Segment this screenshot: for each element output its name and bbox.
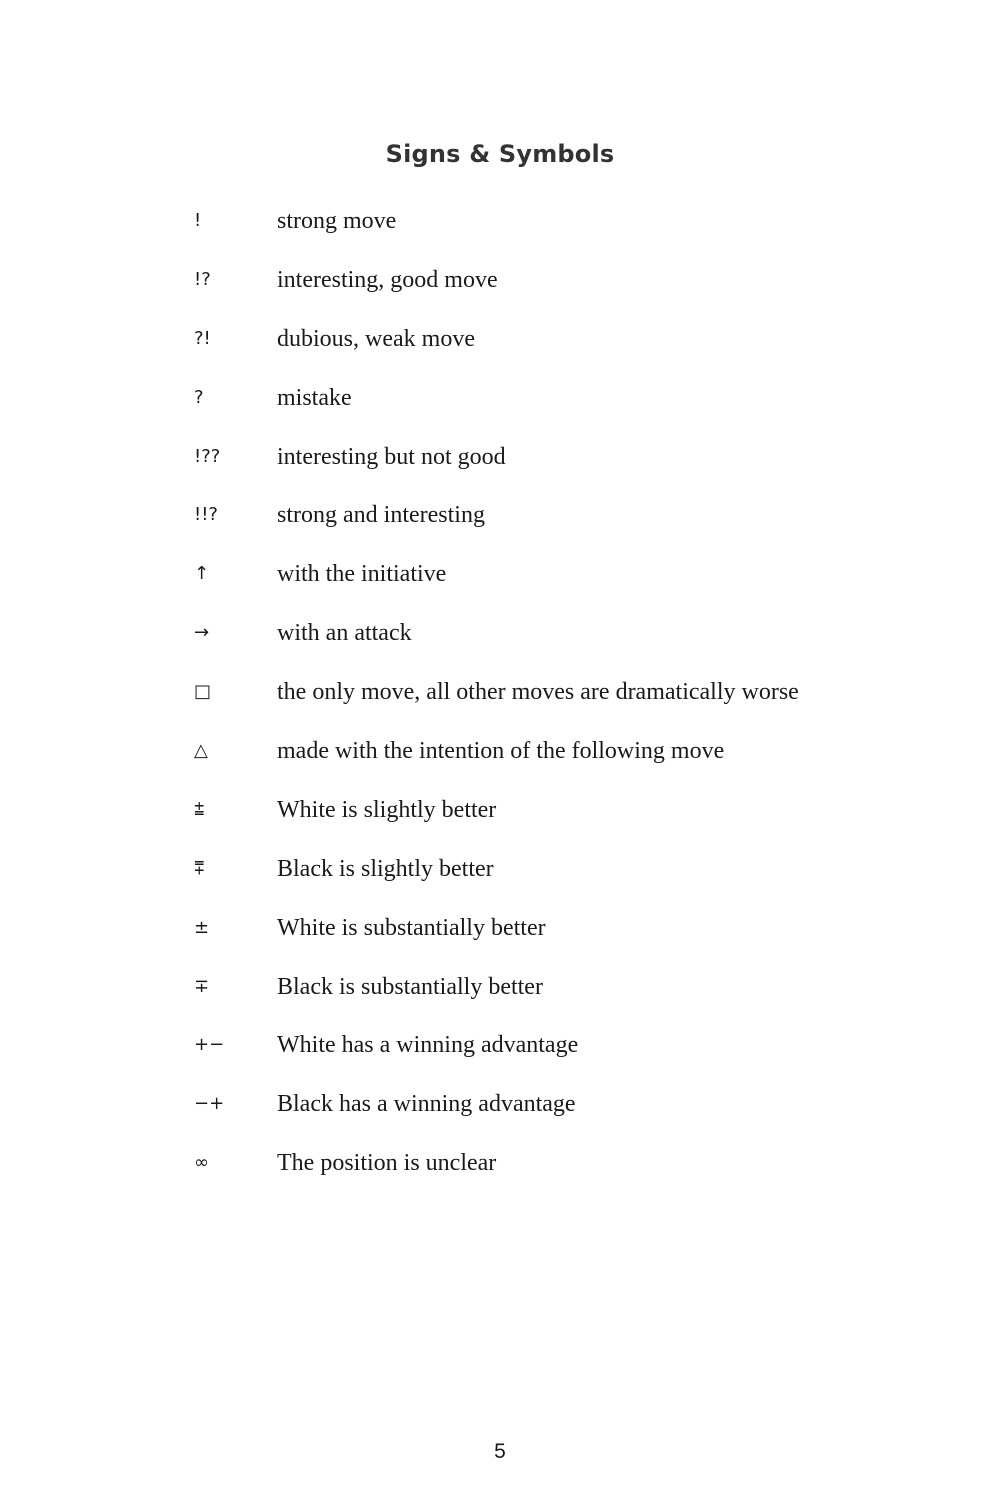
symbol: !?? <box>194 445 221 467</box>
symbol-meaning: Black is substantially better <box>277 973 543 1000</box>
symbol-meaning: The position is unclear <box>277 1150 497 1177</box>
symbol-row <box>0 261 1000 320</box>
symbol-meaning: Black has a winning advantage <box>277 1091 576 1118</box>
symbol-row <box>0 555 1000 614</box>
symbol-meaning: with the initiative <box>277 561 447 588</box>
symbol-row <box>0 438 1000 497</box>
symbol-row <box>0 968 1000 1027</box>
symbol-meaning: dubious, weak move <box>277 325 475 352</box>
arrow-right-icon: → <box>194 622 210 644</box>
symbol-row <box>0 732 1000 791</box>
symbol: +− <box>194 1034 225 1056</box>
symbol-list <box>0 202 1000 1203</box>
page-title: Signs & Symbols <box>385 140 615 169</box>
symbol-meaning: Black is slightly better <box>277 855 494 882</box>
symbol-row <box>0 791 1000 850</box>
symbol-meaning: the only move, all other moves are dramatically worse <box>277 679 799 706</box>
symbol-row <box>0 1026 1000 1085</box>
infinity-icon: ∞ <box>194 1152 209 1174</box>
symbol-row <box>0 320 1000 379</box>
symbol: !? <box>194 268 211 290</box>
symbol-row <box>0 379 1000 438</box>
symbol: ! <box>194 210 202 231</box>
symbol-row <box>0 614 1000 673</box>
symbol: ?! <box>194 327 211 349</box>
symbol-meaning: White is substantially better <box>277 914 546 941</box>
symbol-row <box>0 496 1000 555</box>
symbol-row <box>0 202 1000 261</box>
symbol: ⩲ <box>194 798 205 820</box>
symbol-meaning: strong and interesting <box>277 502 485 529</box>
symbol-row <box>0 673 1000 732</box>
page-number: 5 <box>494 1440 506 1463</box>
symbol-meaning: with an attack <box>277 620 412 647</box>
symbol-row <box>0 909 1000 968</box>
symbol: ± <box>194 916 210 938</box>
symbol-meaning: interesting, good move <box>277 266 498 293</box>
symbol: ∓ <box>194 975 210 997</box>
symbol-row <box>0 1085 1000 1144</box>
arrow-up-icon: ↑ <box>194 563 210 585</box>
symbol-meaning: strong move <box>277 208 397 234</box>
symbol: ⩱ <box>194 857 205 879</box>
triangle-icon: △ <box>194 740 208 762</box>
symbol-row <box>0 850 1000 909</box>
symbol-meaning: White is slightly better <box>277 796 497 823</box>
square-icon: □ <box>194 681 212 703</box>
symbol-row <box>0 1144 1000 1203</box>
symbol: ? <box>194 386 204 408</box>
symbol-meaning: White has a winning advantage <box>277 1032 579 1059</box>
symbol-meaning: interesting but not good <box>277 443 506 470</box>
symbol-meaning: made with the intention of the following move <box>277 738 725 765</box>
symbol: !!? <box>194 504 218 526</box>
symbol-meaning: mistake <box>277 384 352 411</box>
symbol: −+ <box>194 1093 225 1115</box>
